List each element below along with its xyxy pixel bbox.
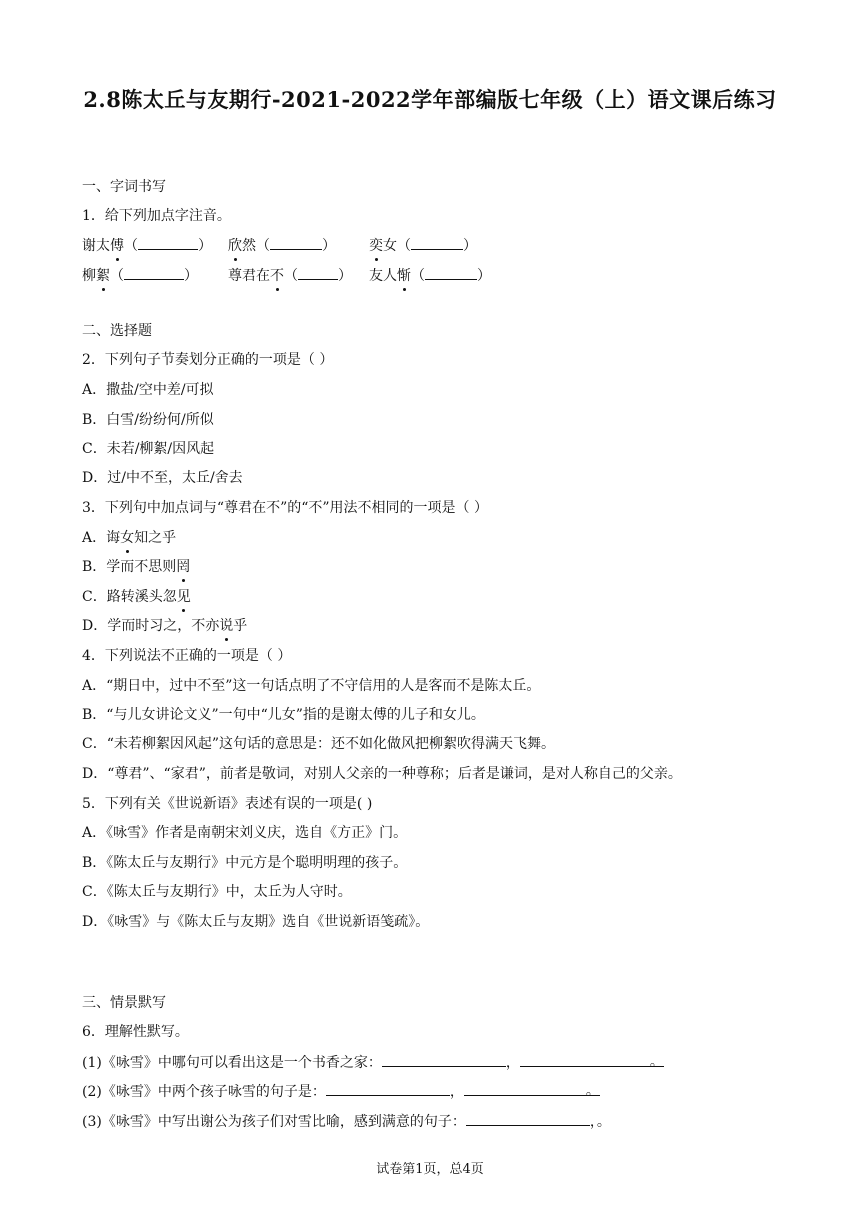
option-text: 知之乎 xyxy=(134,530,177,546)
answer-blank[interactable] xyxy=(520,1052,664,1070)
item-text: (2)《咏雪》中两个孩子咏雪的句子是： xyxy=(82,1084,326,1100)
page-title: 2.8陈太丘与友期行-2021-2022学年部编版七年级（上）语文课后练习 xyxy=(83,87,777,112)
question-2-option-b[interactable]: B．白雪/纷纷何/所似 xyxy=(82,412,214,428)
question-3-option-d[interactable] xyxy=(82,616,247,636)
question-5-stem: 5．下列有关《世说新语》表述有误的一项是( ) xyxy=(82,796,373,812)
option-text: C．路转溪头忽 xyxy=(82,589,177,605)
question-4-option-a[interactable]: A．“期日中，过中不至”这一句话点明了不守信用的人是客而不是陈太丘。 xyxy=(82,678,541,694)
answer-blank[interactable] xyxy=(138,235,198,250)
section-heading-1: 一、字词书写 xyxy=(82,179,166,195)
option-text: A．诲 xyxy=(82,530,121,546)
item-text: (1)《咏雪》中哪句可以看出这是一个书香之家： xyxy=(82,1055,382,1071)
question-2-option-c[interactable]: C．未若/柳絮/因风起 xyxy=(82,441,215,457)
question-3-option-c[interactable] xyxy=(82,587,191,607)
dotted-char: 说 xyxy=(219,618,234,634)
item-text: ， xyxy=(505,1055,520,1071)
answer-blank[interactable] xyxy=(464,1081,600,1099)
item-text: 然（ xyxy=(242,238,270,254)
question-5-option-a[interactable]: A．《咏雪》作者是南朝宋刘义庆，选自《方正》门。 xyxy=(82,825,408,841)
question-3-stem: 3．下列句中加点词与“尊君在不”的“不”用法不相同的一项是（ ） xyxy=(82,500,488,516)
item-text: ） xyxy=(338,268,352,284)
item-text: ） xyxy=(198,238,212,254)
question-4-option-d[interactable]: D．“尊君”、“家君”，前者是敬词，对别人父亲的一种尊称；后者是谦词，是对人称自己的父亲。 xyxy=(82,766,682,782)
item-text: ） xyxy=(463,238,477,254)
item-text: 谢太 xyxy=(82,238,110,254)
item-text: ） xyxy=(322,238,336,254)
question-6-item-3 xyxy=(82,1111,611,1132)
question-2-option-d[interactable]: D．过/中不至，太丘/舍去 xyxy=(82,470,243,486)
item-text: 尊君在 xyxy=(228,268,270,284)
dotted-char: 见 xyxy=(176,589,191,605)
answer-blank[interactable] xyxy=(270,235,322,250)
item-text: ， xyxy=(449,1084,464,1100)
dotted-char: 傅 xyxy=(110,238,124,254)
item-text: 。 xyxy=(585,1083,600,1099)
item-text: ，。 xyxy=(589,1114,611,1130)
dotted-char: 不 xyxy=(270,268,284,284)
pinyin-item xyxy=(228,265,352,286)
dotted-char: 惭 xyxy=(397,268,411,284)
answer-blank[interactable] xyxy=(411,235,463,250)
question-1-stem: 1．给下列加点字注音。 xyxy=(82,208,231,224)
dotted-char: 罔 xyxy=(176,559,191,575)
question-2-stem: 2．下列句子节奏划分正确的一项是（ ） xyxy=(82,352,334,368)
dotted-char: 欣 xyxy=(228,238,242,254)
answer-blank[interactable] xyxy=(425,265,477,280)
pinyin-item xyxy=(82,235,212,256)
pinyin-item xyxy=(228,235,336,256)
question-4-option-b[interactable]: B．“与儿女讲论文义”一句中“儿女”指的是谢太傅的儿子和女儿。 xyxy=(82,707,485,723)
question-3-option-a[interactable] xyxy=(82,528,176,548)
option-text: D．学而时习之，不亦 xyxy=(82,618,220,634)
question-5-option-c[interactable]: C．《陈太丘与友期行》中，太丘为人守时。 xyxy=(82,884,352,900)
item-text: （ xyxy=(110,268,124,284)
question-3-option-b[interactable] xyxy=(82,557,190,577)
pinyin-item xyxy=(369,235,477,256)
item-text: 。 xyxy=(649,1054,664,1070)
answer-blank[interactable] xyxy=(124,265,184,280)
item-text: ） xyxy=(477,268,491,284)
question-5-option-b[interactable]: B．《陈太丘与友期行》中元方是个聪明明理的孩子。 xyxy=(82,855,408,871)
question-4-option-c[interactable]: C．“未若柳絮因风起”这句话的意思是：还不如化做风把柳絮吹得满天飞舞。 xyxy=(82,736,556,752)
question-4-stem: 4．下列说法不正确的一项是（ ） xyxy=(82,648,292,664)
pinyin-item xyxy=(82,265,198,286)
item-text: （ xyxy=(124,238,138,254)
dotted-char: 女 xyxy=(120,530,135,546)
item-text: ） xyxy=(184,268,198,284)
answer-blank[interactable] xyxy=(382,1052,506,1067)
option-text: 乎 xyxy=(233,618,248,634)
option-text: B．学而不思则 xyxy=(82,559,177,575)
question-1-row-1 xyxy=(82,235,782,257)
question-2-option-a[interactable]: A．撒盐/空中差/可拟 xyxy=(82,382,214,398)
question-6-item-2 xyxy=(82,1081,600,1102)
section-heading-3: 三、情景默写 xyxy=(82,995,166,1011)
pinyin-item xyxy=(369,265,491,286)
page-footer: 试卷第1页，总4页 xyxy=(376,1162,484,1177)
question-1-row-2 xyxy=(82,265,782,287)
dotted-char: 奕 xyxy=(369,238,383,254)
item-text: 友人 xyxy=(369,268,397,284)
item-text: (3)《咏雪》中写出谢公为孩子们对雪比喻，感到满意的句子： xyxy=(82,1114,466,1130)
item-text: （ xyxy=(411,268,425,284)
question-6-stem: 6．理解性默写。 xyxy=(82,1024,189,1040)
dotted-char: 絮 xyxy=(96,268,110,284)
item-text: 柳 xyxy=(82,268,96,284)
question-6-item-1 xyxy=(82,1052,664,1073)
answer-blank[interactable] xyxy=(466,1111,590,1126)
answer-blank[interactable] xyxy=(326,1081,450,1096)
section-heading-2: 二、选择题 xyxy=(82,323,152,339)
item-text: 女（ xyxy=(383,238,411,254)
answer-blank[interactable] xyxy=(298,265,338,280)
item-text: （ xyxy=(284,268,298,284)
question-5-option-d[interactable]: D．《咏雪》与《陈太丘与友期》选自《世说新语笺疏》。 xyxy=(82,914,430,930)
